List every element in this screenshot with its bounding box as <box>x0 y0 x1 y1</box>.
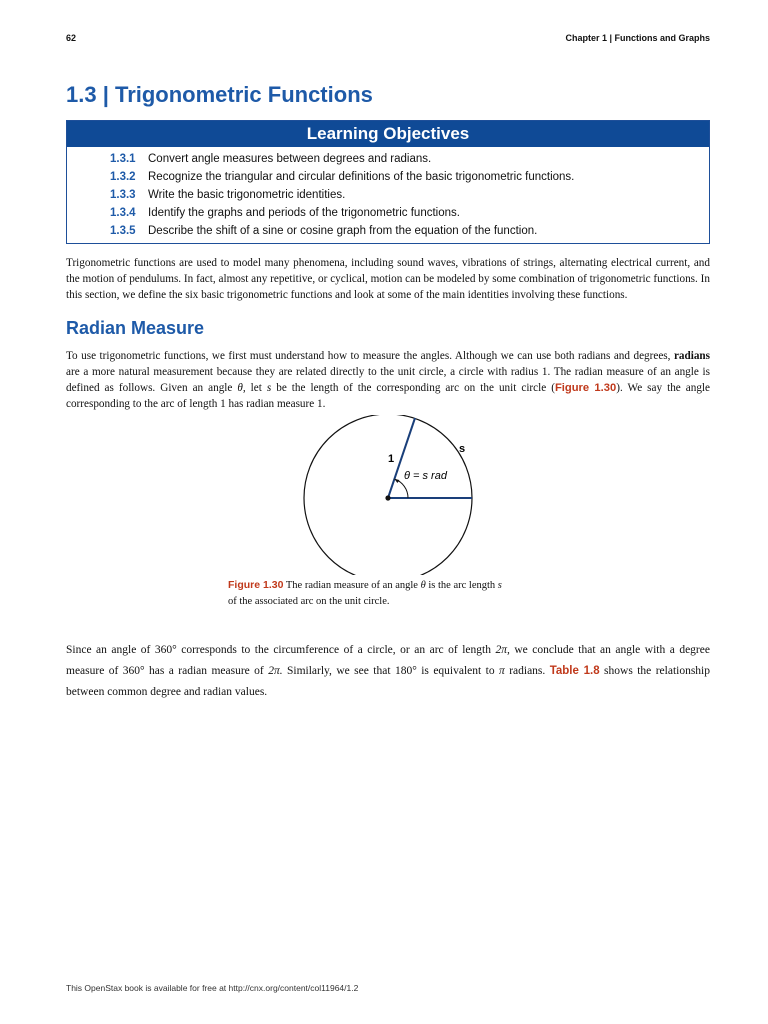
table-1-8-link[interactable]: Table 1.8 <box>549 665 600 677</box>
math-value: 2π. <box>268 665 283 677</box>
text-run: radians. <box>504 665 550 677</box>
caption-label: Figure 1.30 <box>228 579 284 591</box>
math-value: 2π, <box>495 644 510 656</box>
degree-radian-paragraph <box>66 640 710 703</box>
objective-text: Convert angle measures between degrees and radians. <box>148 153 432 165</box>
radian-measure-paragraph <box>66 348 710 412</box>
objective-number: 1.3.4 <box>110 207 136 219</box>
page-number: 62 <box>66 33 77 43</box>
math-value: 360° <box>122 665 145 677</box>
objective-number: 1.3.2 <box>110 171 136 183</box>
objective-item <box>110 222 709 240</box>
math-value: 360° <box>154 644 177 656</box>
objective-number: 1.3.5 <box>110 225 136 237</box>
radius-label: 1 <box>388 453 395 465</box>
text-run: be the length of the corresponding arc on the unit circle ( <box>271 382 555 394</box>
objective-item <box>110 186 709 204</box>
text-run: of the associated arc on the unit circle. <box>228 596 390 607</box>
text-run: To use trigonometric functions, we first must understand how to measure the angles. Although we can use both radians and degrees, <box>66 350 674 362</box>
text-run: is the arc length <box>425 580 498 591</box>
learning-objectives-box <box>66 120 710 244</box>
text-run: has a radian measure of <box>144 665 269 677</box>
learning-objectives-heading: Learning Objectives <box>67 121 709 147</box>
objective-text: Identify the graphs and periods of the trigonometric functions. <box>148 207 460 219</box>
math-value: π <box>499 665 505 677</box>
text-run: shows the relationship between common degree and radian values. <box>66 665 710 698</box>
intro-paragraph: Trigonometric functions are used to model many phenomena, including sound waves, vibrations of strings, alternating electrical current, and the motion of pendulums. In fact, almost any repetitive, or cyclical, motion can be modeled by some combination of trigonometric functions. In this section, we define the six basic trigonometric functions and look at some of the main identities involving these functions. <box>66 257 710 301</box>
objective-text: Recognize the triangular and circular definitions of the basic trigonometric functions. <box>148 171 575 183</box>
text-run: ). We say the angle corresponding to the arc of length 1 has radian measure 1. <box>66 382 710 410</box>
objective-text: Write the basic trigonometric identities. <box>148 189 346 201</box>
center-point <box>385 495 390 500</box>
math-theta: θ <box>420 580 426 591</box>
learning-objectives-list <box>67 147 709 243</box>
angle-arrowhead <box>394 479 399 483</box>
math-value: 180° <box>394 665 417 677</box>
objective-item <box>110 150 709 168</box>
objective-item <box>110 168 709 186</box>
objective-number: 1.3.1 <box>110 153 136 165</box>
math-s: s <box>497 580 502 591</box>
running-header: Chapter 1 | Functions and Graphs <box>565 33 710 43</box>
radian-measure-heading: Radian Measure <box>66 318 205 338</box>
angle-label: θ = s rad <box>404 470 447 482</box>
text-run: are a more natural measurement because they are related directly to the unit circle, a circle with radius 1. The radian measure of an angle is defined as follows. Given an angle <box>66 366 710 394</box>
math-theta: θ, <box>237 382 246 394</box>
section-title: 1.3 | Trigonometric Functions <box>66 82 373 107</box>
unit-circle-figure <box>300 415 480 575</box>
math-s: s <box>266 382 272 394</box>
text-run: The radian measure of an angle <box>283 580 421 591</box>
text-run: Since an angle of <box>66 644 155 656</box>
text-run: is equivalent to <box>416 665 500 677</box>
text-run: corresponds to the circumference of a circle, or an arc of length <box>176 644 496 656</box>
objective-number: 1.3.3 <box>110 189 136 201</box>
text-run: let <box>245 382 267 394</box>
figure-caption <box>228 577 508 610</box>
arc-label: s <box>459 443 466 455</box>
page-footer: This OpenStax book is available for free at http://cnx.org/content/col11964/1.2 <box>66 983 359 993</box>
figure-1-30-link[interactable]: Figure 1.30 <box>554 382 617 394</box>
text-run: we conclude that an angle with a degree measure of <box>66 644 710 677</box>
objective-item <box>110 204 709 222</box>
objective-text: Describe the shift of a sine or cosine graph from the equation of the function. <box>148 225 538 237</box>
term-radians: radians <box>673 350 710 362</box>
text-run: Similarly, we see that <box>282 665 395 677</box>
